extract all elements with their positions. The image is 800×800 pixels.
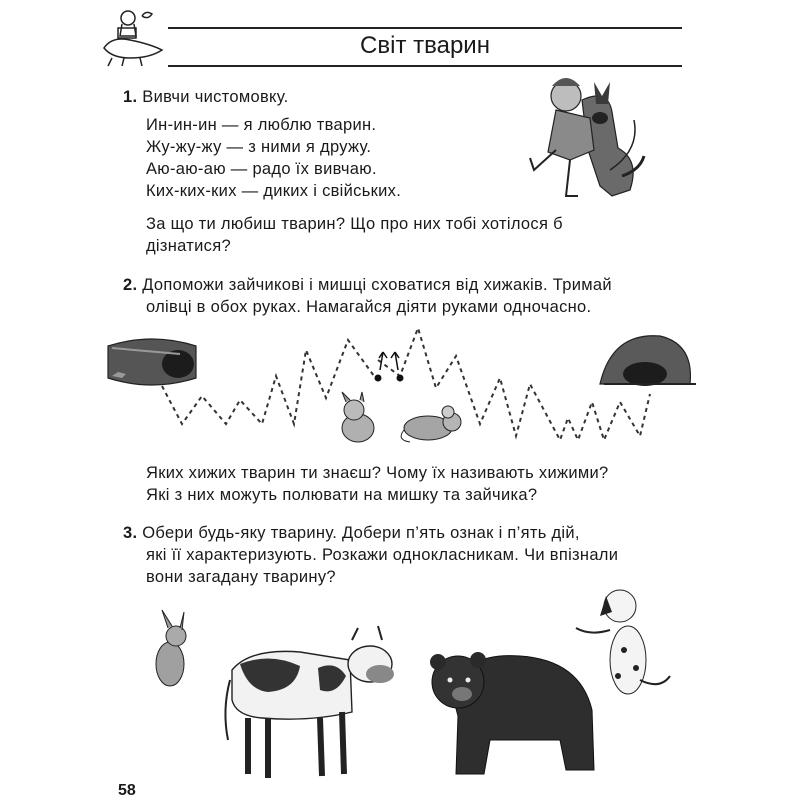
task1-instruction: Вивчи чистомовку. — [142, 88, 289, 106]
bear-illustration — [430, 652, 594, 774]
task3-instruction-line-2: які її характеризують. Розкажи однокласникам. Чи впізнали — [146, 546, 619, 564]
header-doodle-icon — [104, 11, 162, 66]
tongue-twister-line-2: Жу-жу-жу — з ними я дружу. — [146, 138, 372, 156]
boy-hugging-dog-illustration — [530, 78, 644, 196]
task3-instruction-line-1: Обери будь-яку тварину. Добери п’ять ознак і п’ять дій, — [142, 524, 580, 542]
right-pencil-start-dot[interactable] — [397, 375, 404, 382]
burrow-hideout — [600, 336, 696, 386]
page-number: 58 — [118, 782, 136, 799]
left-pencil-start-dot[interactable] — [375, 375, 382, 382]
tongue-twister-line-3: Аю-аю-аю — радо їх вивчаю. — [146, 160, 377, 178]
task1-question-line-1: За що ти любиш тварин? Що про них тобі хотілося б — [146, 215, 563, 233]
task2-question-line-1: Яких хижих тварин ти знаєш? Чому їх називають хижими? — [146, 464, 609, 482]
task2-instruction-line-2: олівці в обох руках. Намагайся діяти руками одночасно. — [146, 298, 592, 316]
mouse-illustration — [401, 406, 461, 442]
bunny-illustration — [342, 392, 374, 442]
start-arrows-icon — [379, 352, 399, 370]
task3-number: 3. — [123, 524, 138, 542]
task3-instruction-line-3: вони загадану тварину? — [146, 568, 336, 586]
tongue-twister-line-1: Ин-ин-ин — я люблю тварин. — [146, 116, 377, 134]
cow-illustration — [225, 626, 394, 778]
task3-instruction-row — [123, 522, 580, 545]
rabbit-illustration — [156, 610, 186, 686]
tongue-twister-line-4: Ких-ких-ких — диких і свійських. — [146, 182, 402, 200]
dalmatian-dog-illustration — [576, 590, 670, 694]
task2-instruction-row — [123, 274, 612, 297]
page-title: Світ тварин — [360, 32, 490, 59]
task1-question-line-2: дізнатися? — [146, 237, 231, 255]
task1-number: 1. — [123, 88, 138, 106]
task2-question-line-2: Які з них можуть полювати на мишку та зайчика? — [146, 486, 538, 504]
task1-instruction-row — [123, 86, 289, 109]
task2-number: 2. — [123, 276, 138, 294]
hollow-log-hideout — [108, 339, 196, 385]
task2-instruction-line-1: Допоможи зайчикові і мишці сховатися від хижаків. Тримай — [142, 276, 612, 294]
